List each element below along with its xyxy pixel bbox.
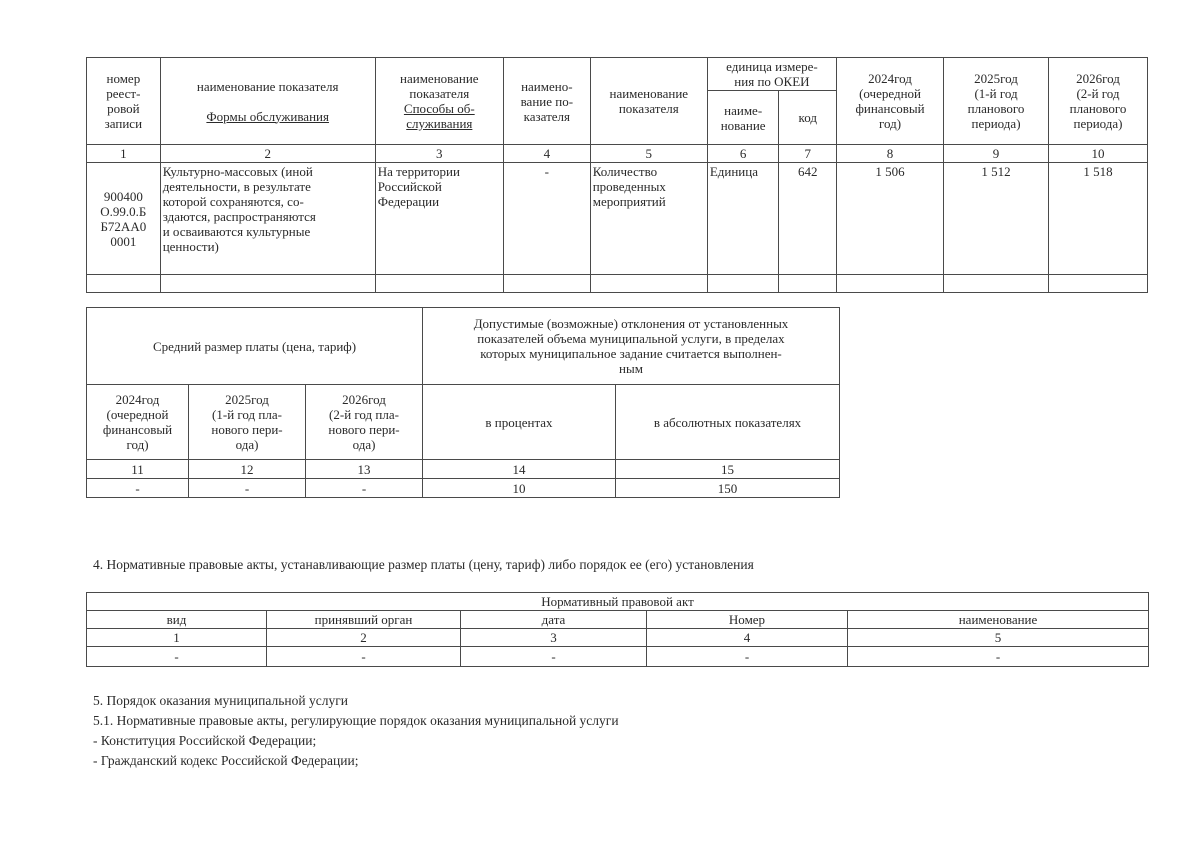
- header-date: дата: [461, 611, 647, 629]
- list-item: - Гражданский кодекс Российской Федерации;: [93, 753, 359, 768]
- header-price-2025: 2025год (1-й год пла- нового пери- ода): [189, 385, 306, 460]
- table-row-empty: [87, 275, 1148, 293]
- empty-cell: [707, 275, 779, 293]
- column-number: 4: [503, 145, 590, 163]
- header-title: наименование: [848, 611, 1149, 629]
- value-cell: -: [647, 647, 848, 667]
- column-number: 3: [375, 145, 503, 163]
- value-cell: 10: [423, 479, 616, 498]
- header-indicator-name-4: наимено- вание по- казателя: [503, 58, 590, 145]
- empty-cell: [160, 275, 375, 293]
- value-cell: -: [87, 647, 267, 667]
- column-number: 9: [944, 145, 1049, 163]
- column-number: 2: [267, 629, 461, 647]
- header-unit-code: код: [779, 91, 837, 145]
- header-indicator-name-5: наименование показателя: [590, 58, 707, 145]
- value-cell: -: [267, 647, 461, 667]
- column-number: 4: [647, 629, 848, 647]
- column-number: 13: [306, 460, 423, 479]
- column-number: 11: [87, 460, 189, 479]
- column-number: 1: [87, 629, 267, 647]
- empty-cell: [1049, 275, 1148, 293]
- column-number: 3: [461, 629, 647, 647]
- legal-acts-table: [86, 592, 1149, 667]
- value-2026-cell: 1 518: [1049, 163, 1148, 275]
- header-indicator-name-ways: наименование показателя Способы об- служивания: [375, 58, 503, 145]
- header-price-2024: 2024год (очередной финансовый год): [87, 385, 189, 460]
- value-cell: 150: [616, 479, 840, 498]
- column-number: 5: [848, 629, 1149, 647]
- column-number: 1: [87, 145, 161, 163]
- indicator-name-cell: Количество проведенных мероприятий: [590, 163, 707, 275]
- column-number: 8: [837, 145, 944, 163]
- header-absolute: в абсолютных показателях: [616, 385, 840, 460]
- header-allowed-deviations: Допустимые (возможные) отклонения от установленных показателей объема муниципальной услуги, в пределах которых муниципальное задание считается выполнен- ным: [423, 308, 840, 385]
- column-number: 15: [616, 460, 840, 479]
- empty-cell: [779, 275, 837, 293]
- empty-cell: [87, 275, 161, 293]
- unit-name-cell: Единица: [707, 163, 779, 275]
- column-number: 12: [189, 460, 306, 479]
- header-year-2024: 2024год (очередной финансовый год): [837, 58, 944, 145]
- column-number: 10: [1049, 145, 1148, 163]
- header-unit-name: наиме- нование: [707, 91, 779, 145]
- header-indicator-name-forms: наименование показателя Формы обслуживания: [160, 58, 375, 145]
- value-cell: -: [87, 479, 189, 498]
- column-number: 7: [779, 145, 837, 163]
- header-average-price: Средний размер платы (цена, тариф): [87, 308, 423, 385]
- service-name-cell: Культурно-массовых (иной деятельности, в результате которой сохраняются, со- здаются, распространяются и осваиваются культурные ценности): [160, 163, 375, 275]
- header-okei-unit: единица измере- ния по ОКЕИ: [707, 58, 836, 91]
- empty-cell: [837, 275, 944, 293]
- header-price-2026: 2026год (2-й год пла- нового пери- ода): [306, 385, 423, 460]
- empty-cell: [375, 275, 503, 293]
- table-row: [87, 647, 1149, 667]
- header-year-2025: 2025год (1-й год планового периода): [944, 58, 1049, 145]
- value-cell: -: [848, 647, 1149, 667]
- value-cell: -: [461, 647, 647, 667]
- header-number: Номер: [647, 611, 848, 629]
- value-cell: -: [306, 479, 423, 498]
- value-2024-cell: 1 506: [837, 163, 944, 275]
- value-2025-cell: 1 512: [944, 163, 1049, 275]
- empty-cell: [944, 275, 1049, 293]
- column-number: 5: [590, 145, 707, 163]
- unit-code-cell: 642: [779, 163, 837, 275]
- column-number: 14: [423, 460, 616, 479]
- section-5-heading: 5. Порядок оказания муниципальной услуги: [93, 693, 348, 708]
- section-4-heading: 4. Нормативные правовые акты, устанавливающие размер платы (цену, тариф) либо порядок ее (его) установления: [93, 557, 754, 572]
- header-year-2026: 2026год (2-й год планового периода): [1049, 58, 1148, 145]
- service-way-cell: На территории Российской Федерации: [375, 163, 503, 275]
- header-registry-number: номер реест- ровой записи: [87, 58, 161, 145]
- column-number: 2: [160, 145, 375, 163]
- section-5-1-heading: 5.1. Нормативные правовые акты, регулирующие порядок оказания муниципальной услуги: [93, 713, 619, 728]
- table-row: [87, 479, 840, 498]
- indicator-4-cell: -: [503, 163, 590, 275]
- empty-cell: [503, 275, 590, 293]
- header-type: вид: [87, 611, 267, 629]
- header-percent: в процентах: [423, 385, 616, 460]
- value-cell: -: [189, 479, 306, 498]
- registry-number-cell: 900400 О.99.0.Б Б72АА0 0001: [87, 163, 161, 275]
- header-issuing-body: принявший орган: [267, 611, 461, 629]
- column-number: 6: [707, 145, 779, 163]
- price-deviation-table: [86, 307, 840, 498]
- list-item: - Конституция Российской Федерации;: [93, 733, 317, 748]
- table-row: [87, 163, 1148, 275]
- header-legal-act: Нормативный правовой акт: [87, 593, 1149, 611]
- empty-cell: [590, 275, 707, 293]
- volume-indicators-table: [86, 57, 1148, 293]
